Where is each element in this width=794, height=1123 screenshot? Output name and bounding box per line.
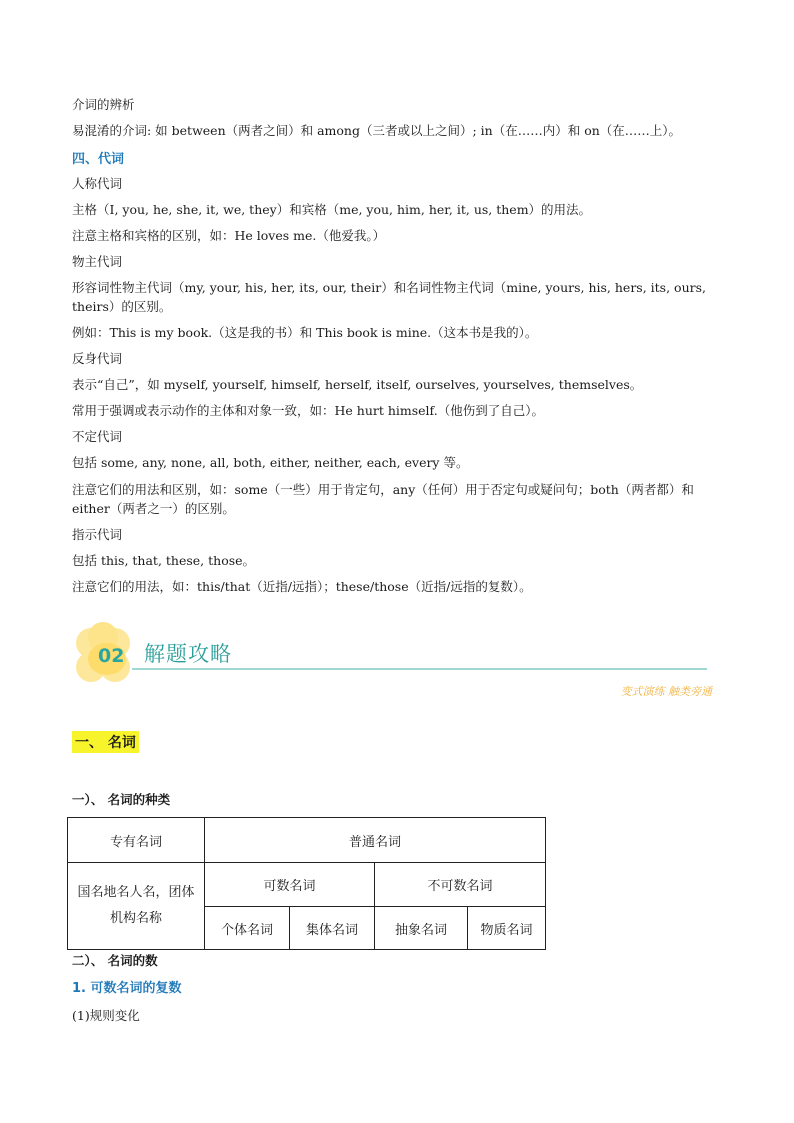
table-cell: 专有名词 — [68, 818, 205, 863]
text-line: 包括 this, that, these, those。 — [72, 553, 256, 568]
table-cell: 集体名词 — [290, 907, 375, 950]
subheading-noun-number: 二）、 名词的数 — [72, 953, 158, 968]
text-line: 注意它们的用法，如：this/that（近指/远指）；these/those（近指/远指的复数）。 — [72, 579, 532, 594]
text-line: 反身代词 — [72, 351, 123, 366]
table-cell: 个体名词 — [205, 907, 290, 950]
banner-title: 解题攻略 — [144, 642, 232, 666]
banner-divider — [132, 668, 707, 670]
subheading-noun-types: 一）、 名词的种类 — [72, 792, 171, 807]
text-line: (1)规则变化 — [72, 1008, 140, 1023]
noun-types-table — [67, 817, 546, 950]
flower-icon — [76, 628, 136, 688]
text-line: 物主代词 — [72, 254, 123, 269]
text-line: 表示“自己”，如 myself, yourself, himself, herself, itself, ourselves, yourselves, themselves。 — [72, 377, 643, 392]
table-cell: 可数名词 — [205, 863, 375, 907]
highlighted-heading: 一、 名词 — [72, 731, 139, 753]
table-cell: 国名地名人名，团体机构名称 — [68, 863, 205, 950]
section-heading-pronouns: 四、代词 — [72, 152, 125, 167]
text-line: 常用于强调或表示动作的主体和对象一致，如：He hurt himself.（他伤到了自己）。 — [72, 403, 544, 418]
heading-countable-plural: 1. 可数名词的复数 — [72, 981, 182, 996]
table-cell: 物质名词 — [468, 907, 546, 950]
text-line: 指示代词 — [72, 527, 123, 542]
text-line: 注意主格和宾格的区别，如：He loves me.（他爱我。） — [72, 228, 386, 243]
section-banner — [72, 622, 722, 702]
banner-subtitle: 变式演练 触类旁通 — [620, 685, 712, 698]
text-line: 例如：This is my book.（这是我的书）和 This book is mine.（这本书是我的）。 — [72, 325, 538, 340]
text-line: 易混淆的介词: 如 between（两者之间）和 among（三者或以上之间）; in（在……内）和 on（在……上）。 — [72, 123, 682, 138]
banner-number: 02 — [98, 645, 125, 667]
text-line: 主格（I, you, he, she, it, we, they）和宾格（me, you, him, her, it, us, them）的用法。 — [72, 202, 592, 217]
table-cell: 抽象名词 — [375, 907, 468, 950]
text-paragraph: 注意它们的用法和区别，如：some（一些）用于肯定句，any（任何）用于否定句或疑问句；both（两者都）和 either（两者之一）的区别。 — [72, 482, 694, 516]
text-line: 包括 some, any, none, all, both, either, neither, each, every 等。 — [72, 455, 469, 470]
text-line: 人称代词 — [72, 176, 123, 191]
text-paragraph: 形容词性物主代词（my, your, his, her, its, our, their）和名词性物主代词（mine, yours, his, hers, its, ours, theirs）的区别。 — [72, 280, 706, 314]
table-cell: 不可数名词 — [375, 863, 546, 907]
text-line: 不定代词 — [72, 429, 123, 444]
table-cell: 普通名词 — [205, 818, 546, 863]
text-line: 介词的辨析 — [72, 97, 135, 112]
